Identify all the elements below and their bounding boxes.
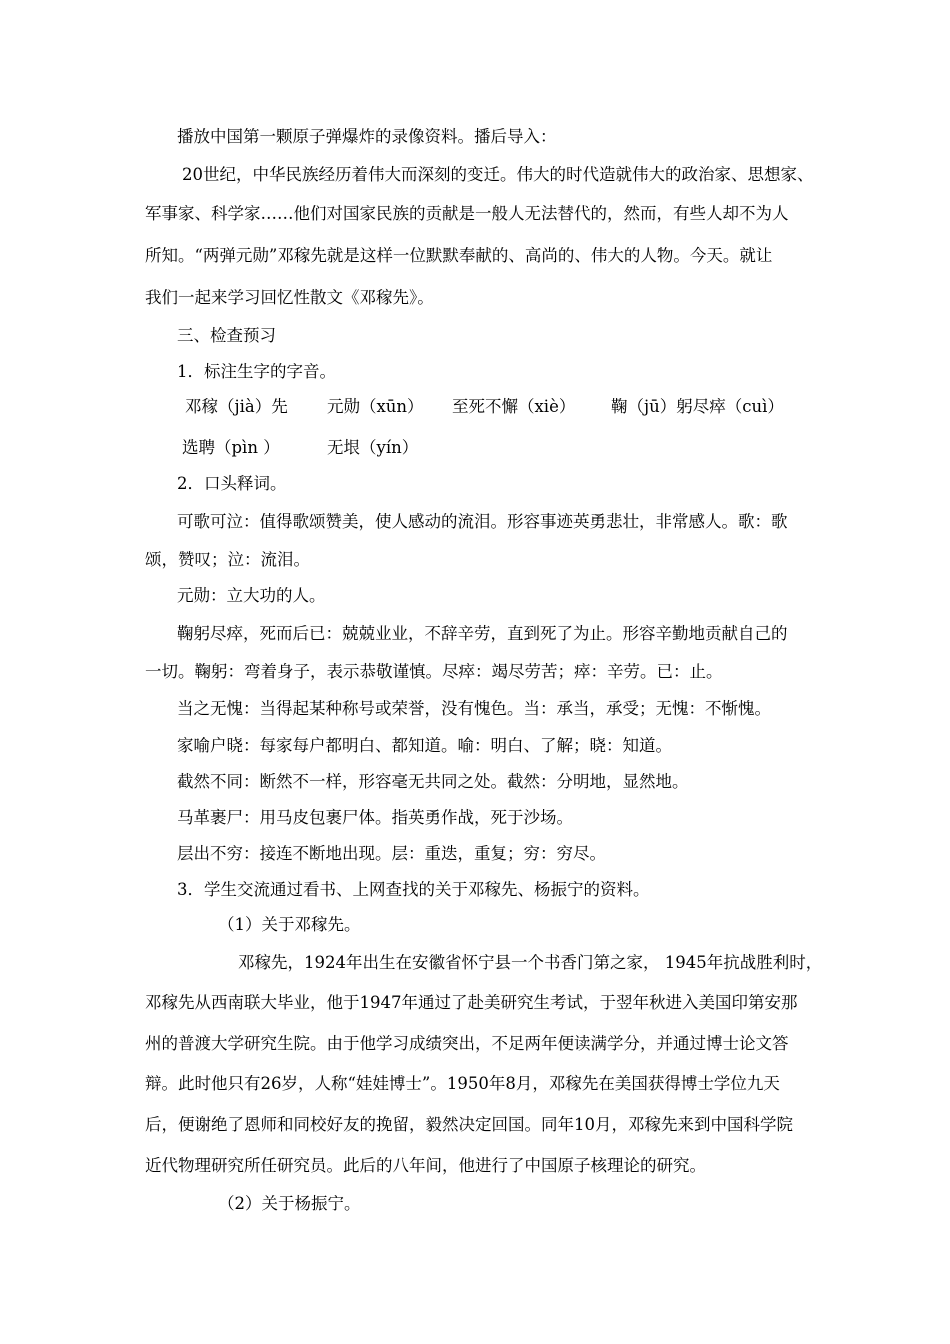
deng-paragraph-line: 近代物理研究所任研究员。此后的八年间，他进行了中国原子核理论的研究。	[145, 1156, 706, 1175]
pinyin-entry: 选聘（pìn ）	[182, 438, 280, 457]
definition-line: 颂，赞叹；泣：流泪。	[145, 550, 310, 569]
intro-paragraph-line: 我们一起来学习回忆性散文《邓稼先》。	[145, 288, 434, 307]
definition-line: 元勋：立大功的人。	[177, 586, 326, 605]
deng-paragraph-line: 邓稼先从西南联大毕业，他于1947年通过了赴美研究生考试，于翌年秋进入美国印第安那	[145, 993, 798, 1012]
definition-line: 截然不同：断然不一样，形容毫无共同之处。截然：分明地，显然地。	[177, 772, 689, 791]
pinyin-entry: 邓稼（jià）先	[185, 397, 288, 416]
list-item-1: 1．标注生字的字音。	[177, 362, 336, 381]
definition-line: 可歌可泣：值得歌颂赞美，使人感动的流泪。形容事迹英勇悲壮，非常感人。歌：歌	[177, 512, 788, 531]
list-item-2: 2．口头释词。	[177, 474, 287, 493]
section-heading: 三、检查预习	[177, 326, 276, 345]
definition-line: 一切。鞠躬：弯着身子，表示恭敬谨慎。尽瘁：竭尽劳苦；瘁：辛劳。已：止。	[145, 662, 723, 681]
subsection-heading: （2）关于杨振宁。	[218, 1194, 361, 1213]
list-item-3: 3．学生交流通过看书、上网查找的关于邓稼先、杨振宁的资料。	[177, 880, 650, 899]
deng-paragraph-line: 后，便谢绝了恩师和同校好友的挽留，毅然决定回国。同年10月，邓稼先来到中国科学院	[145, 1115, 793, 1134]
deng-paragraph-line: 辩。此时他只有26岁，人称“娃娃博士”。1950年8月，邓稼先在美国获得博士学位九天	[145, 1074, 780, 1093]
intro-line: 播放中国第一颗原子弹爆炸的录像资料。播后导入：	[177, 127, 557, 146]
subsection-heading: （1）关于邓稼先。	[218, 915, 361, 934]
pinyin-entry: 鞠（jū）躬尽瘁（cuì）	[611, 397, 784, 416]
intro-paragraph-line: 20世纪，中华民族经历着伟大而深刻的变迁。伟大的时代造就伟大的政治家、思想家、	[182, 165, 814, 184]
deng-paragraph-line: 邓稼先，1924年出生在安徽省怀宁县一个书香门第之家， 1945年抗战胜利时，	[238, 953, 823, 972]
definition-line: 马革裹尸：用马皮包裹尸体。指英勇作战，死于沙场。	[177, 808, 573, 827]
deng-paragraph-line: 州的普渡大学研究生院。由于他学习成绩突出，不足两年便读满学分，并通过博士论文答	[145, 1034, 789, 1053]
pinyin-entry: 无垠（yín）	[327, 438, 419, 457]
intro-paragraph-line: 所知。“两弹元勋”邓稼先就是这样一位默默奉献的、高尚的、伟大的人物。今天。就让	[145, 246, 773, 265]
pinyin-entry: 至死不懈（xiè）	[452, 397, 576, 416]
pinyin-entry: 元勋（xūn）	[327, 397, 424, 416]
intro-paragraph-line: 军事家、科学家……他们对国家民族的贡献是一般人无法替代的，然而，有些人却不为人	[145, 204, 789, 223]
definition-line: 鞠躬尽瘁，死而后已：兢兢业业，不辞辛劳，直到死了为止。形容辛勤地贡献自己的	[177, 624, 788, 643]
definition-line: 家喻户晓：每家每户都明白、都知道。喻：明白、了解；晓：知道。	[177, 736, 672, 755]
definition-line: 当之无愧：当得起某种称号或荣誉，没有愧色。当：承当，承受；无愧：不惭愧。	[177, 699, 771, 718]
definition-line: 层出不穷：接连不断地出现。层：重迭，重复；穷：穷尽。	[177, 844, 606, 863]
